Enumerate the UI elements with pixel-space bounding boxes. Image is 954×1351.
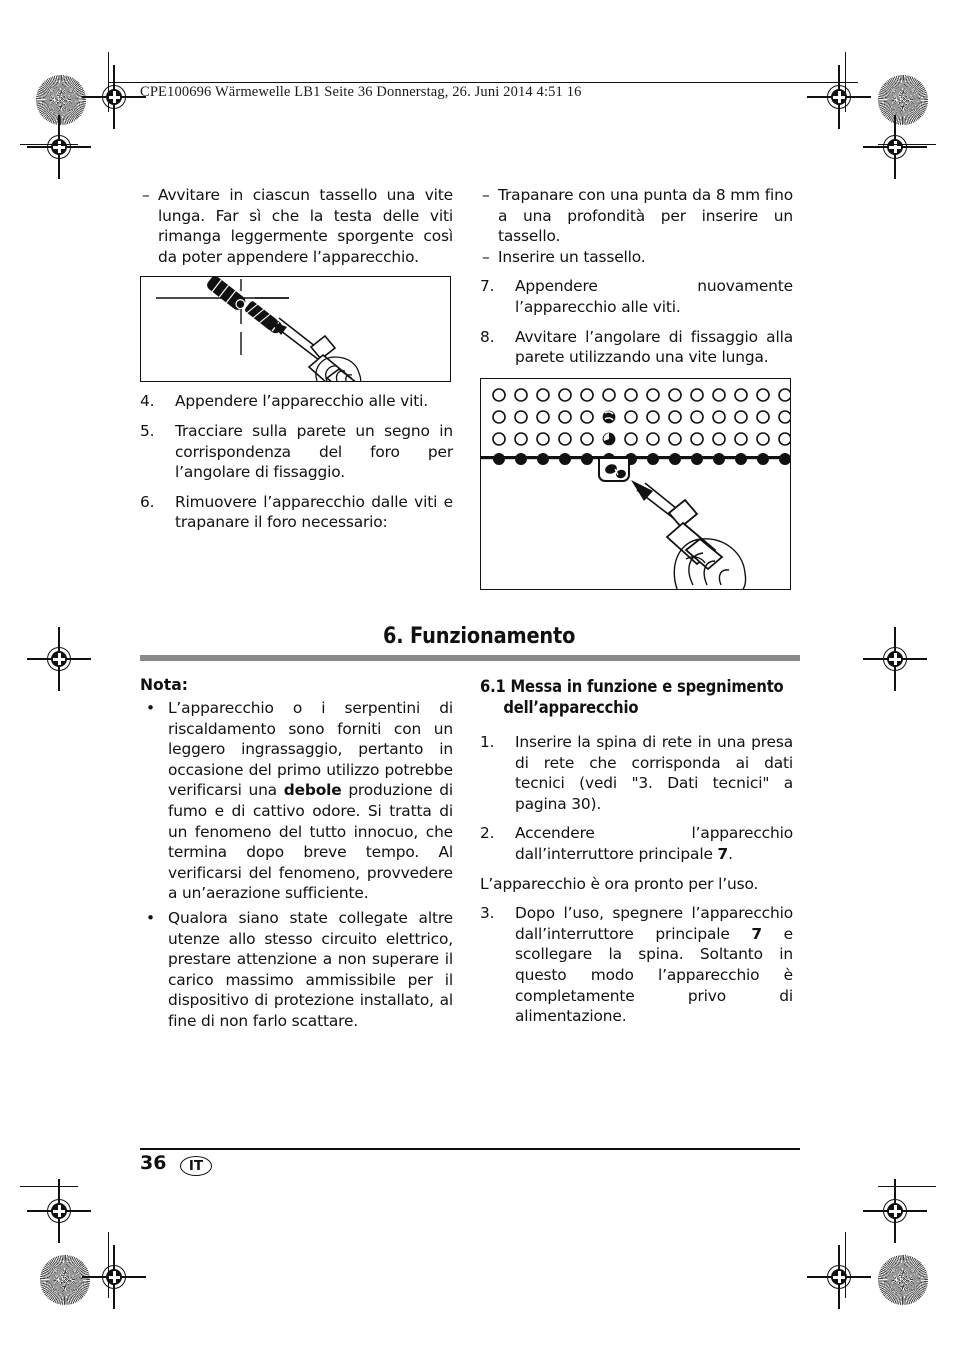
registration-star-bottom-left <box>40 1255 90 1305</box>
section-heading: 6. Funzionamento <box>383 623 576 649</box>
list-item <box>480 823 793 864</box>
figure-screw-into-anchor <box>140 276 451 382</box>
registration-star-top-right <box>878 75 928 125</box>
header-rule <box>108 82 858 83</box>
list-item <box>140 492 453 533</box>
list-item-text <box>515 824 793 863</box>
subsection-column <box>480 676 793 1027</box>
list-item <box>480 276 793 317</box>
registration-crosshair-right-upper <box>876 128 914 166</box>
list-marker: 1. <box>480 733 495 751</box>
list-item <box>480 732 793 814</box>
list-item-text: Rimuovere l’apparecchio dalle viti e trapanare il foro necessario: <box>175 492 453 532</box>
registration-crosshair-bottom-right <box>820 1258 858 1296</box>
registration-crosshair-left-lower <box>40 1192 78 1230</box>
section-heading-rule <box>140 655 800 661</box>
language-badge: IT <box>180 1156 212 1176</box>
text-segment-bold: 7 <box>717 844 729 863</box>
registration-star-top-left <box>36 75 86 125</box>
list-item <box>140 391 453 412</box>
text-segment: e scollegare la spina. Soltanto in questo modo l’apparecchio è completamente privo di alimentazione. <box>515 924 793 1026</box>
dash-marker: – <box>142 186 150 204</box>
list-item <box>140 421 453 483</box>
registration-crosshair-top-right <box>820 78 858 116</box>
header-print-info: CPE100696 Wärmewelle LB1 Seite 36 Donnerstag, 26. Juni 2014 4:51 16 <box>140 84 582 100</box>
list-marker: 4. <box>140 392 155 411</box>
figure-mount-bracket <box>480 378 791 590</box>
trim-line-bottom-right <box>845 1232 846 1298</box>
text-segment: . <box>728 844 733 863</box>
list-marker: 3. <box>480 904 495 923</box>
trim-line-left-upper <box>20 144 78 145</box>
list-item-text: Avvitare l’angolare di fissaggio alla parete utilizzando una vite lunga. <box>515 327 793 367</box>
registration-crosshair-left-upper <box>40 128 78 166</box>
nota-column <box>140 676 453 1032</box>
figure-screw-into-anchor-drawing <box>141 277 450 381</box>
list-item-text: Trapanare con una punta da 8 mm fino a una profondità per inserire un tassello. <box>498 186 793 246</box>
list-item-text: Avvitare in ciascun tassello una vite lunga. Far sì che la testa delle viti rimanga leggermente sporgente così da poter appendere l’apparecchio. <box>158 186 453 266</box>
subsection-heading <box>480 676 793 718</box>
list-marker: 6. <box>140 492 155 511</box>
trim-line-bottom-left <box>108 1232 109 1298</box>
subsection-number: 6.1 <box>480 677 506 696</box>
list-item-text <box>168 699 453 902</box>
right-column <box>480 185 793 590</box>
text-segment-bold: debole <box>283 781 342 800</box>
list-item-text: Tracciare sulla parete un segno in corrispondenza del foro per l’angolare di fissaggio. <box>175 421 453 482</box>
subsection-title-line2: dell’apparecchio <box>503 698 639 717</box>
list-item <box>480 185 793 247</box>
dash-marker: – <box>482 247 490 266</box>
dash-marker: – <box>482 186 490 204</box>
list-item-text: Appendere l’apparecchio alle viti. <box>175 392 429 411</box>
registration-crosshair-right-middle <box>876 640 914 678</box>
left-column <box>140 185 453 533</box>
bullet-marker: • <box>146 699 155 717</box>
list-item <box>480 247 793 268</box>
text-segment: Dopo l’uso, spegnere l’apparecchio dall’interruttore principale <box>515 904 793 943</box>
text-segment: produzione di fumo e di cattivo odore. Si tratta di un fenomeno del tutto innocuo, che termina dopo breve tempo. Al verificarsi del fenomeno, provvedere a un’aerazione sufficiente. <box>168 781 453 903</box>
figure-mount-bracket-drawing <box>481 379 790 589</box>
nota-title: Nota: <box>140 676 188 694</box>
list-item-text: Inserire un tassello. <box>498 247 646 266</box>
list-item <box>480 327 793 368</box>
registration-crosshair-left-middle <box>40 640 78 678</box>
ready-statement: L’apparecchio è ora pronto per l’uso. <box>480 874 759 893</box>
registration-crosshair-bottom-left <box>95 1258 133 1296</box>
list-item <box>480 903 793 1027</box>
registration-crosshair-top-left <box>95 78 133 116</box>
list-item <box>140 185 453 267</box>
text-segment: L’apparecchio o i serpentini di riscaldamento sono forniti con un leggero ingrassaggio, pertanto in occasione del primo utilizzo potrebbe verificarsi una <box>168 699 453 800</box>
list-marker: 5. <box>140 421 155 440</box>
subsection-title-line1: Messa in funzione e spegnimento <box>510 677 784 696</box>
trim-line-left-lower <box>20 1186 78 1187</box>
page-number: 36 <box>140 1152 167 1174</box>
text-segment-bold: 7 <box>751 924 762 943</box>
registration-star-bottom-right <box>878 1255 928 1305</box>
list-item-text: Qualora siano state collegate altre utenze allo stesso circuito elettrico, prestare attenzione a non superare il carico massimo ammissibile per il dispositivo di protezione installato, al fine di non farlo scattare. <box>168 908 453 1030</box>
list-item <box>140 908 453 1032</box>
list-marker: 7. <box>480 277 495 296</box>
list-item-text <box>515 904 793 1025</box>
bullet-marker: • <box>146 908 155 927</box>
registration-crosshair-right-lower <box>876 1192 914 1230</box>
list-marker: 8. <box>480 327 495 346</box>
trim-line-right-upper <box>878 144 936 145</box>
list-item <box>140 698 453 904</box>
list-item-text: Inserire la spina di rete in una presa di rete che corrisponda ai dati tecnici (vedi "3. Dati tecnici" a pagina 30). <box>515 733 793 813</box>
list-item-text: Appendere nuovamente l’apparecchio alle viti. <box>515 277 793 316</box>
section-heading-wrapper <box>383 623 801 649</box>
footer-rule <box>140 1148 800 1150</box>
list-marker: 2. <box>480 824 495 843</box>
text-segment: Accendere l’apparecchio dall’interruttore principale <box>515 824 793 863</box>
trim-line-right-lower <box>878 1186 936 1187</box>
